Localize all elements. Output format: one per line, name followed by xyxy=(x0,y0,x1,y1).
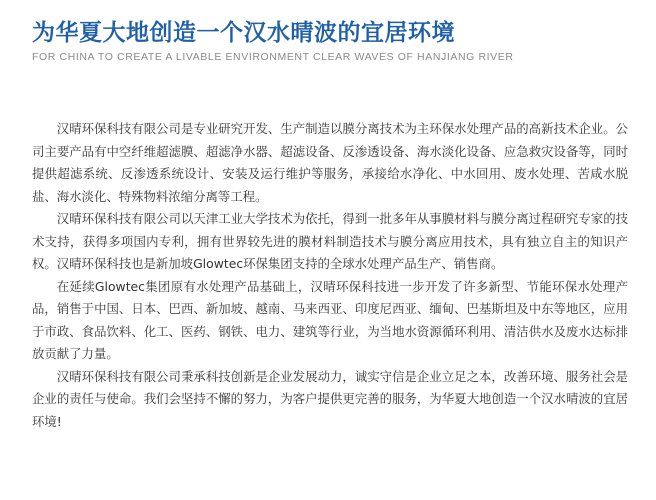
intro-paragraph-2: 汉晴环保科技有限公司以天津工业大学技术为依托，得到一批多年从事膜材料与膜分离过程研究专家的技术支持，获得多项国内专利，拥有世界较先进的膜材料制造技术与膜分离应用技术，具有独立自主的知识产权。汉晴环保科技也是新加坡Glowtec环保集团支持的全球水处理产品生产、销售商。 xyxy=(32,211,628,271)
page-subtitle: FOR CHINA TO CREATE A LIVABLE ENVIRONMENT CLEAR WAVES OF HANJIANG RIVER xyxy=(32,51,514,63)
intro-paragraph-1: 汉晴环保科技有限公司是专业研究开发、生产制造以膜分离技术为主环保水处理产品的高新技术企业。公司主要产品有中空纤维超滤膜、超滤净水器、超滤设备、反渗透设备、海水淡化设备、应急救灾设备等，同时提供超滤系统、反渗透系统设计、安装及运行维护等服务，承接给水净化、中水回用、废水处理、苦咸水脱盐、海水淡化、特殊物料浓缩分离等工程。 xyxy=(32,121,628,204)
company-intro xyxy=(32,118,628,433)
page-title: 为华夏大地创造一个汉水晴波的宜居环境 xyxy=(32,20,455,46)
intro-paragraph-4: 汉晴环保科技有限公司秉承科技创新是企业发展动力，诚实守信是企业立足之本，改善环境、服务社会是企业的责任与使命。我们会坚持不懈的努力，为客户提供更完善的服务，为华夏大地创造一个汉水晴波的宜居环境! xyxy=(32,368,628,429)
page-header xyxy=(32,18,632,64)
intro-paragraph-3: 在延续Glowtec集团原有水处理产品基础上，汉晴环保科技进一步开发了许多新型、节能环保水处理产品，销售于中国、日本、巴西、新加坡、越南、马来西亚、印度尼西亚、缅甸、巴基斯坦及中东等地区，应用于市政、食品饮料、化工、医药、钢铁、电力、建筑等行业，为当地水资源循环利用、清洁供水及废水达标排放贡献了力量。 xyxy=(32,278,628,361)
